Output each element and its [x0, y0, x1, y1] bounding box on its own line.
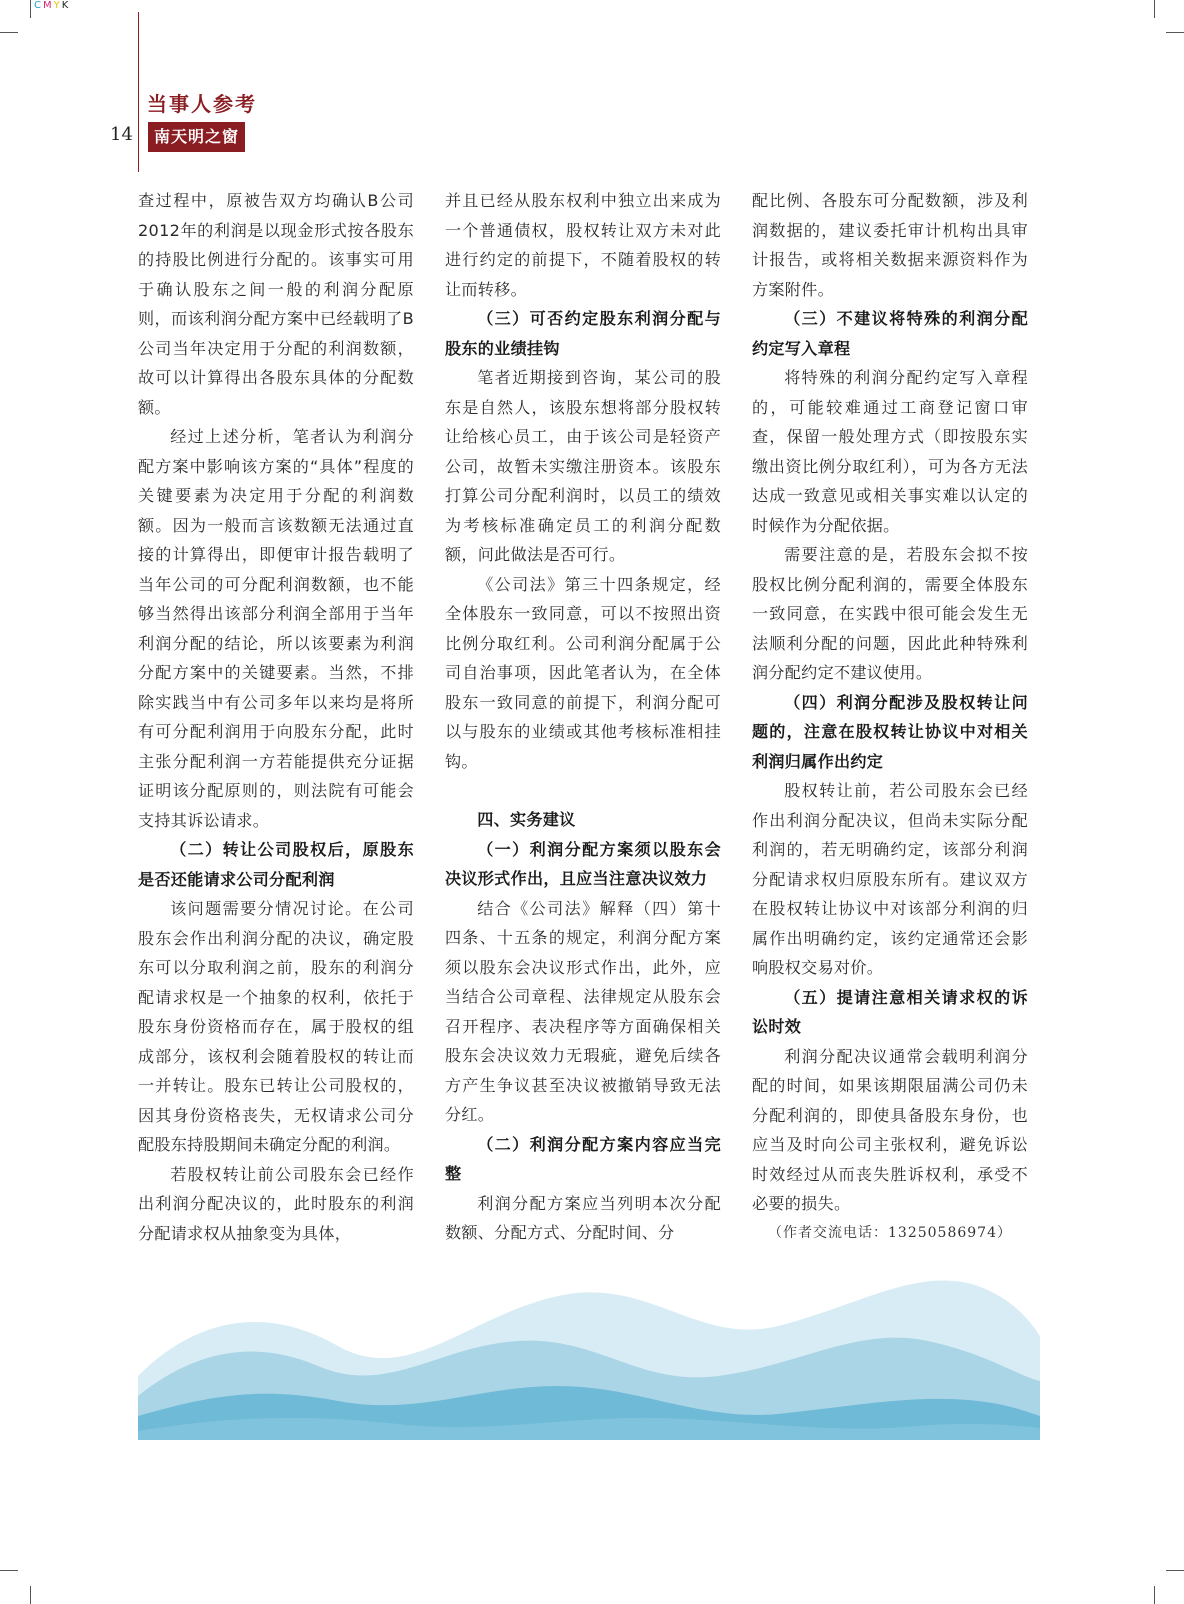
crop-mark-top-right-h [1166, 32, 1184, 33]
crop-mark-top-left-v [30, 0, 31, 18]
paragraph: 笔者近期接到咨询，某公司的股东是自然人，该股东想将部分股权转让给核心员工，由于该公司是轻资产公司，故暂未实缴注册资本。该股东打算公司分配利润时，以员工的绩效为考核标准确定员工的利润分配数额，问此做法是否可行。 [445, 368, 721, 564]
paragraph: 经过上述分析，笔者认为利润分配方案中影响该方案的“具体”程度的关键要素为决定用于分配的利润数额。因为一般而言该数额无法通过直接的计算得出，即便审计报告载明了当年公司的可分配利润数额，也不能够当然得出该部分利润全部用于当年利润分配的结论，所以该要素为利润分配方案中的关键要素。当然，不排除实践当中有公司多年以来均是将所有可分配利润用于向股东分配，此时主张分配利润一方若能提供充分证据证明该分配原则的，则法院有可能会支持其诉讼请求。 [138, 427, 414, 830]
cmyk-y: Y [53, 0, 62, 11]
cmyk-print-mark [34, 0, 70, 12]
subheading: （一）利润分配方案须以股东会决议形式作出，且应当注意决议效力 [445, 839, 721, 888]
cmyk-k: K [61, 0, 71, 11]
cmyk-m: M [42, 0, 54, 11]
crop-mark-bottom-left-h [0, 1570, 18, 1571]
paragraph: 结合《公司法》解释（四）第十四条、十五条的规定，利润分配方案须以股东会决议形式作出，此外，应当结合公司章程、法律规定从股东会召开程序、表决程序等方面确保相关股东会决议效力无瑕疵，避免后续各方产生争议甚至决议被撤销导致无法分红。 [445, 898, 721, 1124]
wave-decoration [138, 1256, 1040, 1440]
section-heading: 四、实务建议 [477, 810, 576, 829]
subheading: （二）利润分配方案内容应当完整 [445, 1134, 721, 1183]
header-divider-line [138, 12, 139, 172]
author-contact: （作者交流电话：13250586974） [768, 1224, 1012, 1241]
crop-mark-bottom-right-h [1166, 1570, 1184, 1571]
section-title: 当事人参考 [147, 92, 257, 116]
crop-mark-bottom-right-v [1154, 1586, 1155, 1604]
section-gap [445, 776, 721, 805]
page-number: 14 [110, 124, 133, 145]
crop-mark-top-left-h [0, 32, 18, 33]
paragraph: 查过程中，原被告双方均确认B公司2012年的利润是以现金形式按各股东的持股比例进行分配的。该事实可用于确认股东之间一般的利润分配原则，而该利润分配方案中已经载明了B公司当年决定用于分配的利润数额，故可以计算得出各股东具体的分配数额。 [138, 191, 414, 417]
paragraph: 将特殊的利润分配约定写入章程的，可能较难通过工商登记窗口审查，保留一般处理方式（即按股东实缴出资比例分取红利），可为各方无法达成一致意见或相关事实难以认定的时候作为分配依据。 [752, 368, 1028, 535]
text-column-3 [752, 186, 1028, 1247]
subheading: （五）提请注意相关请求权的诉讼时效 [752, 987, 1028, 1036]
text-column-1 [138, 186, 414, 1248]
paragraph: 利润分配方案应当列明本次分配数额、分配方式、分配时间、分 [445, 1193, 721, 1242]
paragraph: 并且已经从股东权利中独立出来成为一个普通债权，股权转让双方未对此进行约定的前提下，不随着股权的转让而转移。 [445, 191, 721, 299]
crop-mark-top-right-v [1154, 0, 1155, 18]
paragraph: 《公司法》第三十四条规定，经全体股东一致同意，可以不按照出资比例分取红利。公司利润分配属于公司自治事项，因此笔者认为，在全体股东一致同意的前提下，利润分配可以与股东的业绩或其他考核标准相挂钩。 [445, 574, 721, 771]
paragraph: 该问题需要分情况讨论。在公司股东会作出利润分配的决议，确定股东可以分取利润之前，股东的利润分配请求权是一个抽象的权利，依托于股东身份资格而存在，属于股权的组成部分，该权利会随着股权的转让而一并转让。股东已转让公司股权的，因其身份资格丧失，无权请求公司分配股东持股期间未确定分配的利润。 [138, 899, 414, 1154]
subheading: （三）不建议将特殊的利润分配约定写入章程 [752, 309, 1028, 358]
column-name-badge: 南天明之窗 [148, 122, 245, 152]
subheading: （二）转让公司股权后，原股东是否还能请求公司分配利润 [138, 840, 414, 889]
subheading: （四）利润分配涉及股权转让问题的，注意在股权转让协议中对相关利润归属作出约定 [752, 692, 1028, 771]
paragraph: 股权转让前，若公司股东会已经作出利润分配决议，但尚未实际分配利润的，若无明确约定，该部分利润分配请求权归原股东所有。建议双方在股权转让协议中对该部分利润的归属作出明确约定，该约定通常还会影响股权交易对价。 [752, 781, 1028, 977]
text-column-2 [445, 186, 721, 1248]
paragraph: 需要注意的是，若股东会拟不按股权比例分配利润的，需要全体股东一致同意，在实践中很可能会发生无法顺利分配的问题，因此此种特殊利润分配约定不建议使用。 [752, 545, 1028, 682]
subheading: （三）可否约定股东利润分配与股东的业绩挂钩 [445, 309, 721, 358]
paragraph: 若股权转让前公司股东会已经作出利润分配决议的，此时股东的利润分配请求权从抽象变为具体， [138, 1164, 414, 1243]
paragraph: 配比例、各股东可分配数额，涉及利润数据的，建议委托审计机构出具审计报告，或将相关数据来源资料作为方案附件。 [752, 191, 1028, 299]
crop-mark-bottom-left-v [30, 1586, 31, 1604]
cmyk-c: C [34, 0, 43, 11]
paragraph: 利润分配决议通常会载明利润分配的时间，如果该期限届满公司仍未分配利润的，即使具备股东身份，也应当及时向公司主张权利，避免诉讼时效经过从而丧失胜诉权利，承受不必要的损失。 [752, 1046, 1028, 1213]
